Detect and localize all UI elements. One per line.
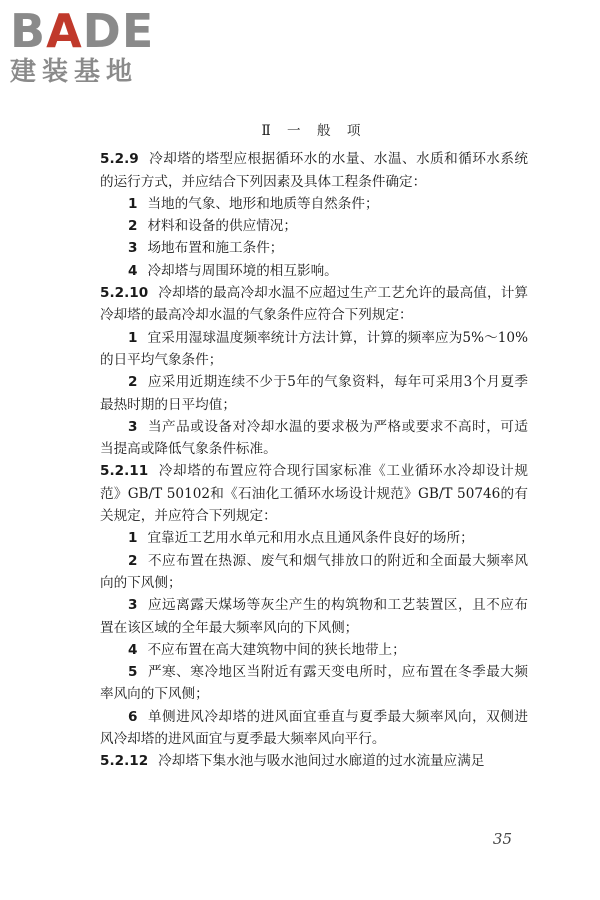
clause-text: 冷却塔的最高冷却水温不应超过生产工艺允许的最高值，计算冷却塔的最高冷却水温的气象条件应符合下列规定：	[100, 285, 528, 324]
clause-5-2-9	[100, 148, 528, 193]
document-page	[100, 120, 528, 773]
clause-number: 5.2.11	[100, 463, 149, 480]
brand-logo	[10, 4, 180, 88]
section-heading: Ⅱ 一 般 项	[261, 123, 367, 139]
logo-subtitle: 建装基地	[10, 57, 139, 87]
clause-item: 3 应远离露天煤场等灰尘产生的构筑物和工艺装置区，且不应布置在该区域的全年最大频率风向的下风侧；	[100, 597, 528, 636]
clause-item: 2 不应布置在热源、废气和烟气排放口的附近和全面最大频率风向的下风侧；	[100, 552, 528, 591]
clause-5-2-11	[100, 460, 528, 527]
logo-wordmark: BADE	[10, 4, 155, 58]
clause-item: 5 严寒、寒冷地区当附近有露天变电所时，应布置在冬季最大频率风向的下风侧；	[100, 664, 528, 703]
page-number: 35	[492, 830, 512, 848]
clause-item: 4 不应布置在高大建筑物中间的狭长地带上；	[128, 641, 406, 658]
clause-number: 5.2.9	[100, 151, 139, 168]
clause-item: 6 单侧进风冷却塔的进风面宜垂直与夏季最大频率风向，双侧进风冷却塔的进风面宜与夏季最大频率风向平行。	[100, 708, 528, 748]
clause-text: 冷却塔的塔型应根据循环水的水量、水温、水质和循环水系统的运行方式，并应结合下列因素及具体工程条件确定：	[100, 151, 528, 190]
clause-5-2-12	[100, 750, 528, 772]
clause-item: 2 材料和设备的供应情况；	[128, 218, 297, 235]
clause-text: 冷却塔的布置应符合现行国家标准《工业循环水冷却设计规范》GB/T 50102和《石油化工循环水场设计规范》GB/T 50746的有关规定，并应符合下列规定：	[100, 463, 528, 525]
clause-text: 冷却塔下集水池与吸水池间过水廊道的过水流量应满足	[158, 753, 485, 770]
clause-item: 1 宜靠近工艺用水单元和用水点且通风条件良好的场所；	[128, 530, 474, 547]
clause-item: 1 宜采用湿球温度频率统计方法计算，计算的频率应为5%～10%的日平均气象条件；	[100, 329, 528, 368]
clause-item: 2 应采用近期连续不少于5年的气象资料，每年可采用3个月夏季最热时期的日平均值；	[100, 374, 528, 413]
clause-item: 4 冷却塔与周围环境的相互影响。	[128, 262, 338, 279]
clause-item: 3 当产品或设备对冷却水温的要求极为严格或要求不高时，可适当提高或降低气象条件标准。	[100, 418, 528, 458]
clause-number: 5.2.12	[100, 753, 149, 770]
clause-item: 3 场地布置和施工条件；	[128, 240, 284, 257]
clause-5-2-10	[100, 282, 528, 327]
clause-item: 1 当地的气象、地形和地质等自然条件；	[128, 195, 379, 212]
clause-number: 5.2.10	[100, 285, 149, 302]
